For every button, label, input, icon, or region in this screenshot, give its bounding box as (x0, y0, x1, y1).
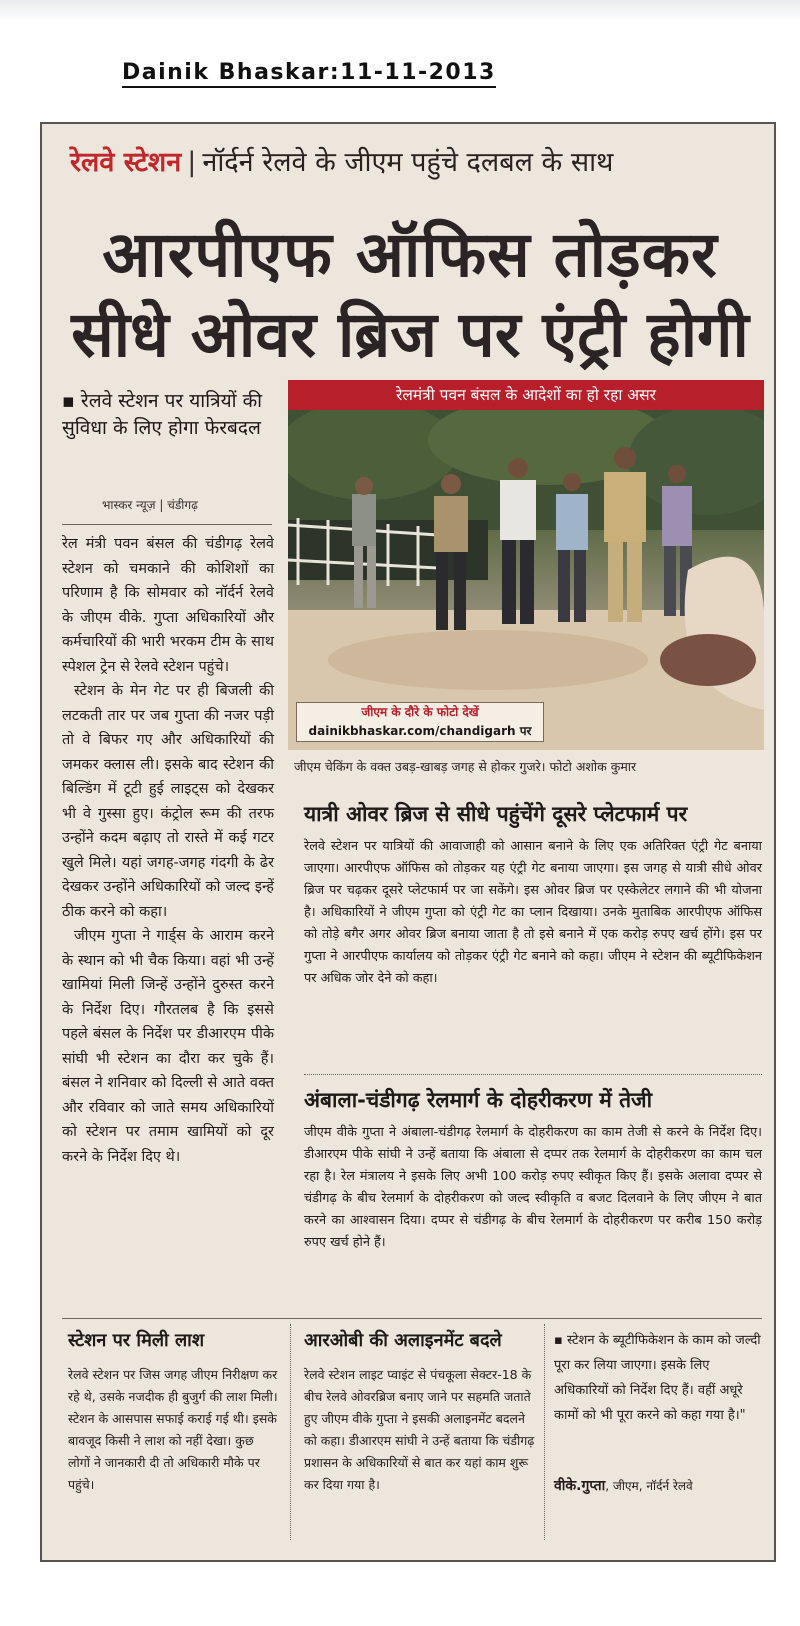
box-1-body: रेलवे स्टेशन पर जिस जगह जीएम निरीक्षण कर रहे थे, उसके नजदीक ही बुजुर्ग की लाश मिली। स्टेशन के आसपास सफाई कराई गई थी। इसके बावजूद किसी ने लाश को नहीं देखा। कुछ लोगों ने जानकारी दी तो अधिकारी मौके पर पहुंचे। (68, 1367, 278, 1492)
promo-url: dainikbhaskar.com/chandigarh पर (308, 724, 532, 738)
main-story-paragraph: जीएम गुप्ता ने गार्ड्स के आराम करने के स्थान को भी चैक किया। वहां भी उन्हें खामियां मिली जिन्हें उन्होंने दुरुस्त करने के निर्देश दिए। गौरतलब है कि इससे पहले बंसल के निर्देश पर डीआरएम पीके सांघी भी स्टेशन का दौरा कर चुके हैं। बंसल ने शनिवार को दिल्ली से आते वक्त और रविवार को जाते समय अधिकारियों को स्टेशन पर तमाम खामियों को दूर करने के निर्देश दिए थे। (62, 928, 274, 1165)
box-2-body: रेलवे स्टेशन लाइट प्वाइंट से पंचकूला सेक्टर-18 के बीच रेलवे ओवरब्रिज बनाए जाने पर सहमति जताते हुए जीएम वीके गुप्ता ने इसकी अलाइनमेंट बदलने को कहा। डीआरएम सांघी ने उन्हें बताया कि चंडीगढ़ प्रशासन के अधिकारियों से बात कर यहां काम शुरू कर दिया गया है। (304, 1367, 535, 1492)
column-divider (544, 1324, 545, 1540)
story-3-body: जीएम वीके गुप्ता ने अंबाला-चंडीगढ़ रेलमार्ग के दोहरीकरण का काम तेजी से करने के निर्देश दिए। डीआरएम पीके सांघी ने उन्हें बताया कि अंबाला से दप्पर तक रेलमार्ग के दोहरीकरण का काम चल रहा है। रेल मंत्रालय ने इसके लिए अभी 100 करोड़ रुपए स्वीकृत किए हैं। इसके अलावा दप्पर से चंडीगढ़ के बीच रेलमार्ग के दोहरीकरण को जल्द स्वीकृति व बजट दिलवाने के लिए जीएम ने बात करने का आश्वासन दिया। दप्पर से चंडीगढ़ के बीच रेलमार्ग के दोहरीकरण पर करीब 150 करोड़ रुपए खर्च होने हैं। (304, 1125, 762, 1250)
column-divider (290, 1324, 291, 1540)
box-1-headline: स्टेशन पर मिली लाश (68, 1330, 205, 1351)
kicker-label: रेलवे स्टेशन (70, 147, 182, 178)
news-photo-illustration (288, 410, 764, 750)
story-2-body: रेलवे स्टेशन पर यात्रियों की आवाजाही को आसान बनाने के लिए एक अतिरिक्त एंट्री गेट बनाया जाएगा। आरपीएफ ऑफिस को तोड़कर यह एंट्री गेट बनाया जाएगा। इस जगह से यात्री सीधे ओवर ब्रिज पर चढ़कर दूसरे प्लेटफार्म पर जा सकेंगे। इस ओवर ब्रिज पर एस्केलेटर लगाने की भी योजना है। अधिकारियों ने जीएम गुप्ता को एंट्री गेट का प्लान दिखाया। उनके मुताबिक आरपीएफ ऑफिस को तोड़े बगैर अगर ओवर ब्रिज बनाया जाता है तो इसे बनाने में एक करोड़ रुपए खर्च होंगे। इस पर गुप्ता ने आरपीएफ कार्यालय को तोड़कर एंट्री गेट बनाने को कहा। जीएम ने स्टेशन की ब्यूटीफिकेशन पर अधिक जोर देने को कहा। (304, 839, 762, 986)
kicker-separator: | (187, 147, 197, 178)
main-story-paragraph: स्टेशन के मेन गेट पर ही बिजली की लटकती तार पर जब गुप्ता की नजर पड़ी तो वे बिफर गए और अधिकारियों की जमकर क्लास ली। इसके बाद स्टेशन की बिल्डिंग में टूटी हुई लाइट्स को देखकर भी वे गुस्सा हुए। कंट्रोल रूम की तरफ उन्होंने कदम बढ़ाए तो रास्ते में कई गटर खुले मिले। यहां जगह-जगह गंदगी के ढेर देखकर उन्होंने अधिकारियों को जल्द इन्हें ठीक करने को कहा। (62, 683, 274, 920)
kicker (70, 146, 613, 180)
masthead: Dainik Bhaskar:11-11-2013 (122, 60, 496, 88)
headline-line-1: आरपीएफ ऑफिस तोड़कर (102, 217, 718, 291)
photo-banner: रेलमंत्री पवन बंसल के आदेशों का हो रहा असर (288, 380, 764, 410)
quote-text: ▪ स्टेशन के ब्यूटीफिकेशन के काम को जल्दी पूरा कर लिया जाएगा। इसके लिए अधिकारियों को निर्देश दिए हैं। वहीं अधूरे कामों को भी पूरा करने को कहा गया है।" (554, 1333, 761, 1423)
divider (62, 524, 272, 525)
kicker-text: नॉर्दर्न रेलवे के जीएम पहुंचे दलबल के साथ (202, 147, 614, 178)
story-3-headline: अंबाला-चंडीगढ़ रेलमार्ग के दोहरीकरण में तेजी (304, 1088, 653, 1112)
byline: भास्कर न्यूज़ | चंडीगढ़ (102, 498, 198, 512)
newspaper-clipping (40, 122, 776, 1562)
box-2-headline: आरओबी की अलाइनमेंट बदले (304, 1330, 502, 1351)
photo-caption: जीएम चेकिंग के वक्त उबड़-खाबड़ जगह से होकर गुजरे। फोटो अशोक कुमार (294, 759, 637, 774)
quote-author-name: वीके.गुप्ता (554, 1478, 606, 1494)
promo-title: जीएम के दौरे के फोटो देखें (361, 705, 479, 719)
scan-edge (0, 0, 800, 22)
quote-author-role: , जीएम, नॉर्दर्न रेलवे (605, 1479, 693, 1493)
photo-promo-box (296, 702, 544, 742)
quote-author (554, 1476, 693, 1495)
divider (304, 1074, 762, 1075)
story-2-headline: यात्री ओवर ब्रिज से सीधे पहुंचेंगे दूसरे प्लेटफार्म पर (304, 802, 688, 826)
divider (62, 1318, 762, 1319)
main-story-paragraph: रेल मंत्री पवन बंसल की चंडीगढ़ रेलवे स्टेशन को चमकाने की कोशिशों का परिणाम है कि सोमवार को नॉर्दर्न रेलवे के जीएम वीके. गुप्ता अधिकारियों और कर्मचारियों की भारी भरकम टीम के साथ स्पेशल ट्रेन से रेलवे स्टेशन पहुंचे। (62, 536, 274, 675)
news-photo (288, 410, 764, 750)
headline-line-2: सीधे ओवर ब्रिज पर एंट्री होगी (71, 297, 749, 371)
main-story-body (62, 532, 274, 1169)
deck: ▪ रेलवे स्टेशन पर यात्रियों की सुविधा के लिए होगा फेरबदल (62, 390, 263, 439)
